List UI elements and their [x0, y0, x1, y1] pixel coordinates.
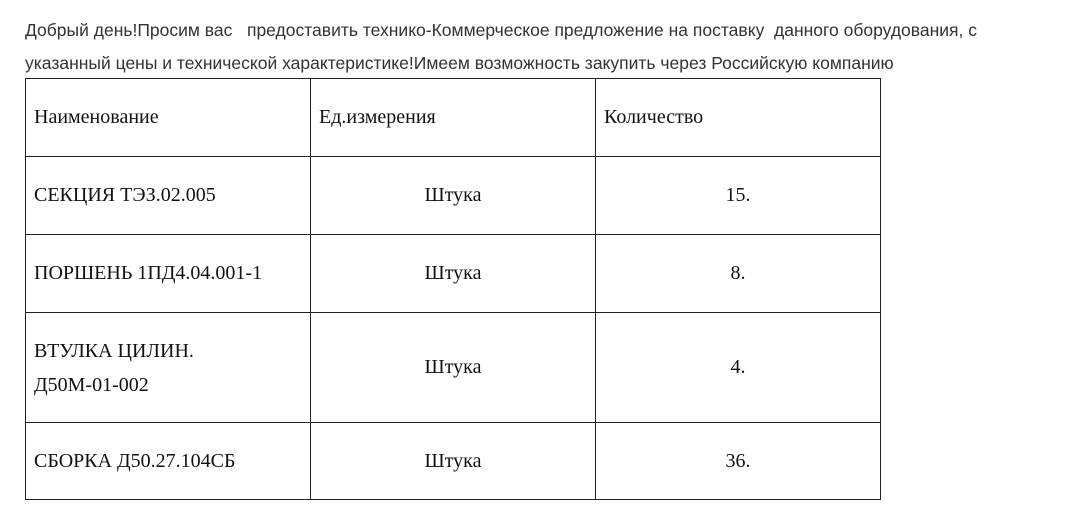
cell-name-line-2: Д50М-01-002	[34, 373, 149, 396]
request-message-line-2: указанный цены и технической характеристике!Имеем возможность закупить через Российскую компанию	[25, 53, 894, 73]
cell-name-line-1: ВТУЛКА ЦИЛИН.	[34, 339, 194, 362]
cell-quantity: 4.	[596, 313, 881, 423]
cell-name: СЕКЦИЯ ТЭЗ.02.005	[26, 157, 311, 235]
table-row	[26, 313, 881, 423]
cell-unit: Штука	[311, 235, 596, 313]
table-row	[26, 235, 881, 313]
cell-name: СБОРКА Д50.27.104СБ	[26, 423, 311, 500]
cell-quantity: 8.	[596, 235, 881, 313]
cell-quantity: 36.	[596, 423, 881, 500]
header-name: Наименование	[26, 79, 311, 157]
cell-unit: Штука	[311, 423, 596, 500]
table-row	[26, 157, 881, 235]
request-message-line-1: Добрый день!Просим вас предоставить технико-Коммерческое предложение на поставку данного оборудования, с	[25, 20, 977, 40]
cell-unit: Штука	[311, 313, 596, 423]
header-quantity: Количество	[596, 79, 881, 157]
equipment-table	[25, 78, 881, 500]
header-unit: Ед.измерения	[311, 79, 596, 157]
table-row	[26, 423, 881, 500]
cell-name: ПОРШЕНЬ 1ПД4.04.001-1	[26, 235, 311, 313]
request-message	[25, 14, 1065, 80]
table-header-row	[26, 79, 881, 157]
cell-quantity: 15.	[596, 157, 881, 235]
cell-unit: Штука	[311, 157, 596, 235]
cell-name	[26, 313, 311, 423]
